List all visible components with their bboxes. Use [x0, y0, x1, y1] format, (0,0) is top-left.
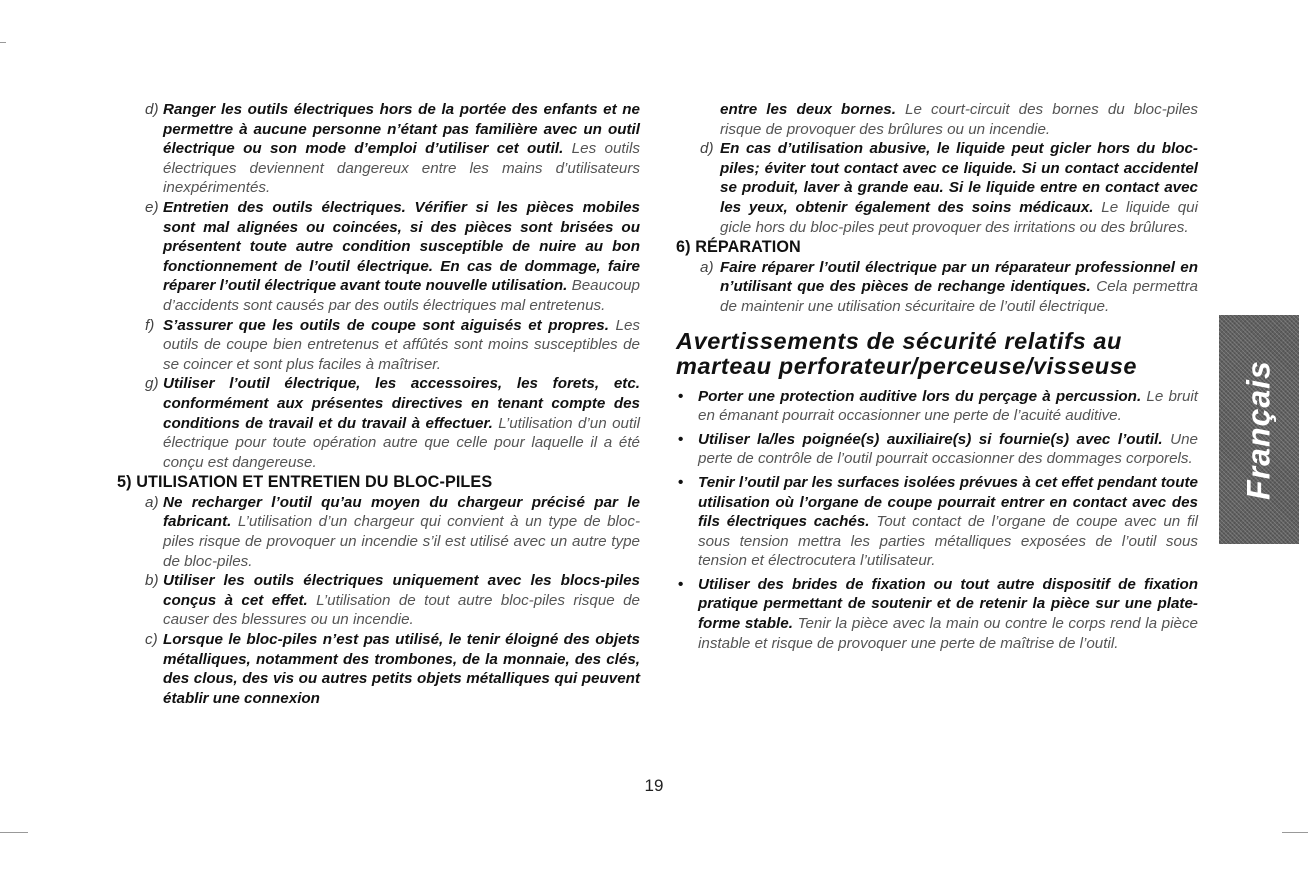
bullet-item: [676, 473, 1198, 571]
item-label: b): [145, 572, 159, 590]
bullet-icon: •: [678, 473, 684, 491]
bullet-item: [676, 387, 1198, 426]
item-g: [113, 374, 640, 472]
item-bold-text: Utiliser l’outil électrique, les accessoires, les forets, etc. conformément aux présentes directives en tenant compte des conditions de travail et du travail à effectuer.: [163, 375, 640, 432]
item-normal-text: Les outils de coupe bien entretenus et affûtés sont moins susceptibles de se coincer et sont plus faciles à maîtriser.: [163, 316, 640, 373]
item-label: d): [700, 140, 714, 158]
bullet-bold-text: Tenir l’outil par les surfaces isolées prévues à cet effet pendant toute utilisation où l’organe de coupe pourrait entrer en contact avec des fils électriques cachés.: [698, 473, 1198, 531]
bullet-bold-text: Porter une protection auditive lors du perçage à percussion.: [698, 387, 1142, 405]
item-bold-text: Lorsque le bloc-piles n’est pas utilisé, le tenir éloigné des objets métalliques, notamment des trombones, de la monnaie, des clés, des clous, des vis ou autres petits objets métalliques qui peuvent établir une connexion: [163, 631, 640, 707]
item-normal-text: L’utilisation d’un chargeur qui convient à un type de bloc-piles risque de provoquer un incendie s’il est utilisé avec un autre type de bloc-piles.: [163, 513, 640, 570]
item-label: d): [145, 101, 159, 118]
item-normal-text: Le liquide qui gicle hors du bloc-piles peut provoquer des irritations ou des brûlures.: [720, 198, 1198, 236]
bullet-icon: •: [678, 430, 684, 448]
crop-mark: [0, 832, 28, 833]
bullet-normal-text: Tenir la pièce avec la main ou contre le corps rend la pièce instable et risque de provoquer une perte de maîtrise de l’outil.: [698, 615, 1198, 652]
safety-warnings-heading: Avertissements de sécurité relatifs au marteau perforateur/perceuse/visseuse: [676, 327, 1138, 379]
item-f: [113, 316, 640, 375]
page-number: 19: [644, 776, 664, 795]
item-bold-text: En cas d’utilisation abusive, le liquide peut gicler hors du bloc-piles; éviter tout contact avec ce liquide. Si un contact accidentel se produit, laver à grande eau. Si le liquide entre en contact avec les yeux, obtenir également des soins médicaux.: [720, 140, 1198, 216]
left-column: [113, 100, 640, 708]
bullet-icon: •: [678, 575, 684, 593]
item-normal-text: Cela permettra de maintenir une utilisation sécuritaire de l’outil électrique.: [720, 278, 1199, 315]
section-6-title: 6) RÉPARATION: [676, 238, 801, 257]
item-5c: [113, 630, 640, 708]
item-normal-text: Les outils électriques deviennent dangereux entre les mains d’utilisateurs inexpérimentés.: [163, 140, 640, 197]
crop-mark: [0, 42, 6, 43]
bullet-normal-text: Tout contact de l’organe de coupe avec un fil sous tension mettra les parties métalliques exposées de l’outil sous tension et électrocutera l’utilisateur.: [698, 513, 1198, 570]
item-5a: [113, 493, 640, 571]
bullet-normal-text: Le bruit en émanant pourrait occasionner une perte de l’acuité auditive.: [698, 387, 1198, 425]
item-label: a): [145, 493, 159, 511]
item-label: a): [700, 258, 714, 276]
item-normal-text: L’utilisation de tout autre bloc-piles risque de causer des blessures ou un incendie.: [163, 591, 640, 629]
item-6a: [676, 258, 1198, 317]
crop-mark: [1282, 832, 1308, 833]
language-tab: [1219, 315, 1299, 544]
item-bold-text: Faire réparer l’outil électrique par un réparateur professionnel en n’utilisant que des pièces de rechange identiques.: [720, 258, 1198, 296]
item-bold-text: Entretien des outils électriques. Vérifier si les pièces mobiles sont mal alignées ou coincées, si des pièces sont brisées ou présentent toute autre condition susceptible de nuire au bon fonctionnement de l’outil électrique. En cas de dommage, faire réparer l’outil électrique avant toute nouvelle utilisation.: [163, 198, 640, 295]
right-column: [676, 100, 1198, 657]
section-5-title: 5) UTILISATION ET ENTRETIEN DU BLOC-PILES: [117, 473, 493, 492]
item-bold-text: Ranger les outils électriques hors de la portée des enfants et ne permettre à aucune personne n’étant pas familière avec un outil électrique ou son mode d’emploi d’utiliser cet outil.: [163, 101, 640, 158]
item-5b: [113, 571, 640, 630]
item-bold-text: Ne recharger l’outil qu’au moyen du chargeur précisé par le fabricant.: [163, 493, 640, 531]
bullet-normal-text: Une perte de contrôle de l’outil pourrait occasionner des dommages corporels.: [698, 430, 1198, 468]
bullet-item: [676, 430, 1198, 469]
item-5c-continued: [676, 100, 1198, 139]
bullet-icon: •: [678, 387, 684, 405]
bullet-bold-text: Utiliser des brides de fixation ou tout autre dispositif de fixation pratique permettant de soutenir et de retenir la pièce sur une plate-forme stable.: [698, 575, 1198, 633]
bullet-item: [676, 575, 1198, 653]
item-normal-text: Beaucoup d’accidents sont causés par des outils électriques mal entretenus.: [163, 277, 640, 314]
item-label: c): [145, 631, 158, 649]
item-e: [113, 198, 640, 316]
item-label: f): [145, 316, 155, 334]
bullet-bold-text: Utiliser la/les poignée(s) auxiliaire(s) si fournie(s) avec l’outil.: [698, 430, 1163, 448]
item-5d: [676, 139, 1198, 237]
item-normal-text: Le court-circuit des bornes du bloc-piles risque de provoquer des brûlures ou un incendie.: [720, 101, 1198, 138]
language-tab-label: Français: [1240, 359, 1277, 500]
item-bold-text: Utiliser les outils électriques uniquement avec les blocs-piles conçus à cet effet.: [163, 572, 640, 609]
item-bold-text: entre les deux bornes.: [720, 101, 896, 118]
item-bold-text: S’assurer que les outils de coupe sont aiguisés et propres.: [163, 316, 609, 334]
item-d: [113, 100, 640, 198]
item-label: e): [145, 198, 159, 216]
item-normal-text: L’utilisation d’un outil électrique pour toute opération autre que celle pour laquelle il a été conçu est dangereuse.: [163, 414, 640, 471]
item-label: g): [145, 375, 159, 393]
